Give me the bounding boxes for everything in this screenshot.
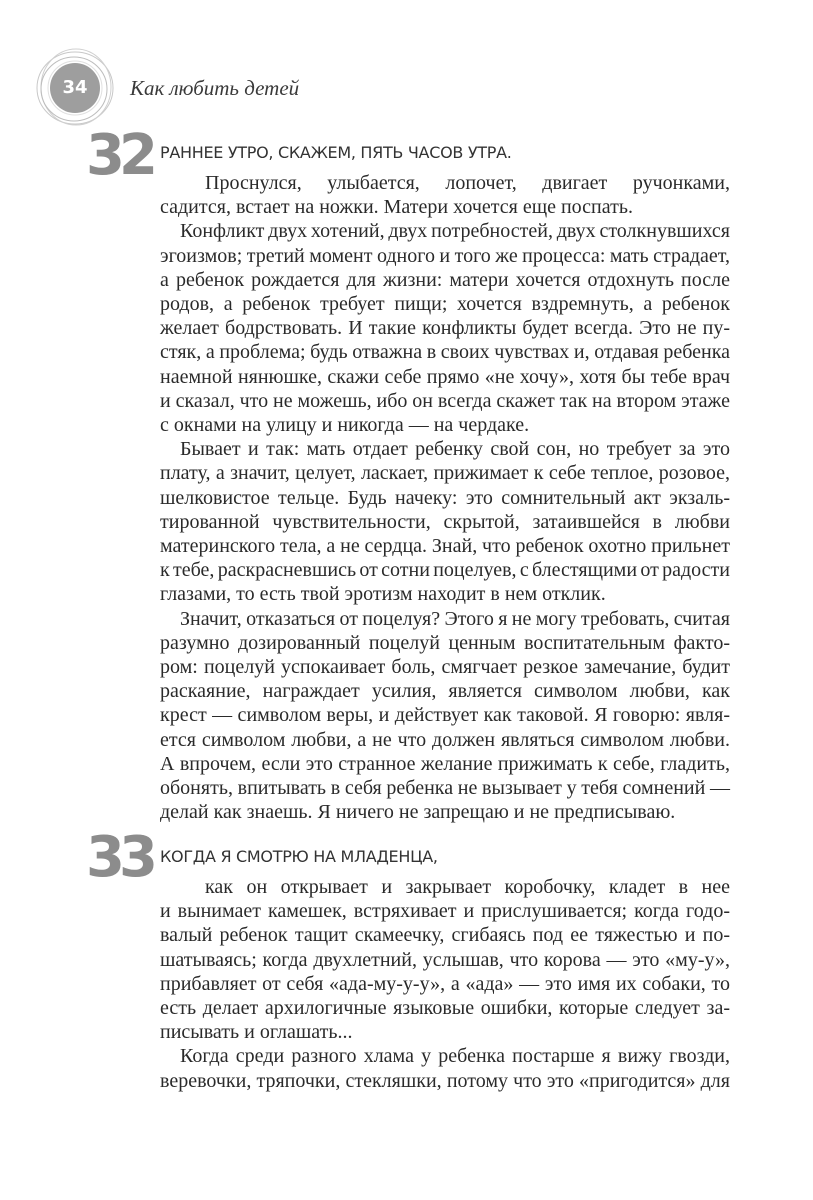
- text-line-content: к тебе, раскрасневшись от сотни поцелуев, с блестящими от радости: [160, 559, 730, 581]
- text-line-content: крест — символом веры, и действует как таковой. Я говорю: явля-: [160, 704, 730, 726]
- text-line-content: разумно дозированный поцелуй ценным воспитательным факто-: [160, 632, 730, 654]
- text-line: [160, 703, 730, 727]
- text-line: [180, 1044, 730, 1068]
- text-line-content: раскаяние, награждает усилия, является символом любви, как: [160, 680, 730, 702]
- text-line: [160, 800, 730, 824]
- text-line: [180, 607, 730, 631]
- text-line-content: и сказал, что не можешь, ибо он всегда скажет так на втором этаже: [160, 390, 730, 412]
- text-line-content: родов, а ребенок требует пищи; хочется вздремнуть, а ребенок: [160, 293, 730, 315]
- text-line: [160, 728, 730, 752]
- text-line-content: ром: поцелуй успокаивает боль, смягчает резкое замечание, будит: [160, 656, 730, 678]
- section-heading: РАННЕЕ УТРО, СКАЖЕМ, ПЯТЬ ЧАСОВ УТРА.: [160, 143, 512, 162]
- text-line: [160, 972, 730, 996]
- text-line: [160, 776, 730, 800]
- text-line: [180, 437, 730, 461]
- text-line: [160, 340, 730, 364]
- text-line-content: Значит, отказаться от поцелуя? Этого я не могу требовать, считая: [180, 608, 730, 630]
- text-line-content: желает бодрствовать. И такие конфликты будет всегда. Это не пу-: [160, 317, 730, 339]
- text-line: [160, 948, 730, 972]
- text-line-content: тированной чувствительности, скрытой, затаившейся в любви: [160, 511, 730, 533]
- text-line-content: обонять, впитывать в себя ребенка не вызывает у тебя сомнений —: [160, 777, 730, 799]
- text-line-content: Когда среди разного хлама у ребенка постарше я вижу гвозди,: [180, 1045, 730, 1067]
- text-line: [160, 1020, 730, 1044]
- text-line: [160, 534, 730, 558]
- text-line: [160, 389, 730, 413]
- text-line-content: Проснулся, улыбается, лопочет, двигает ручонками,: [205, 172, 730, 194]
- text-line-content: Конфликт двух хотений, двух потребностей, двух столкнувшихся: [180, 220, 730, 242]
- text-line: [160, 365, 730, 389]
- text-line-content: материнского тела, а не сердца. Знай, что ребенок охотно прильнет: [160, 535, 730, 557]
- text-line-content: прибавляет от себя «ада-му-у-у», а «ада» — это имя их собаки, то: [160, 973, 730, 995]
- running-header-title: Как любить детей: [130, 76, 300, 100]
- text-line: [160, 582, 730, 606]
- text-line-content: с окнами на улицу и никогда — на чердаке.: [160, 414, 530, 436]
- text-line-content: стяк, а проблема; будь отважна в своих чувствах и, отдавая ребенка: [160, 341, 730, 363]
- text-line: [160, 899, 730, 923]
- text-line: [160, 996, 730, 1020]
- page-number-badge: [35, 48, 115, 128]
- text-line: [160, 655, 730, 679]
- text-line-content: эгоизмов; третий момент одного и того же процесса: мать страдает,: [160, 245, 730, 267]
- text-line-content: есть делает архилогичные языковые ошибки, которые следует за-: [160, 997, 730, 1019]
- text-line: [180, 219, 730, 243]
- text-line-content: глазами, то есть твой эротизм находит в нем отклик.: [160, 583, 606, 605]
- text-line-content: как он открывает и закрывает коробочку, кладет в нее: [205, 876, 730, 898]
- section-number: 32: [86, 123, 152, 188]
- text-line: [160, 316, 730, 340]
- text-line: [160, 1069, 730, 1093]
- page-number: 34: [62, 77, 88, 98]
- text-line-content: плату, а значит, целует, ласкает, прижимает к себе теплое, розовое,: [160, 462, 730, 484]
- text-line-content: шелковистое тельце. Будь начеку: это сомнительный акт экзаль-: [160, 487, 730, 509]
- text-line-content: веревочки, тряпочки, стекляшки, потому что это «пригодится» для: [160, 1070, 730, 1092]
- text-line: [160, 244, 730, 268]
- text-line-content: писывать и оглашать...: [160, 1021, 353, 1043]
- text-line: [160, 752, 730, 776]
- text-line-content: А впрочем, если это странное желание прижимать к себе, гладить,: [160, 753, 730, 775]
- text-line-content: садится, встает на ножки. Матери хочется еще поспать.: [160, 196, 633, 218]
- text-line-content: Бывает и так: мать отдает ребенку свой сон, но требует за это: [180, 438, 730, 460]
- text-line: [205, 171, 730, 195]
- text-line: [160, 268, 730, 292]
- text-line-content: шатываясь; когда двухлетний, услышав, что корова — это «му-у»,: [160, 949, 730, 971]
- text-line: [160, 679, 730, 703]
- text-line: [160, 923, 730, 947]
- text-line: [160, 292, 730, 316]
- text-line-content: ется символом любви, а не что должен являться символом любви.: [160, 729, 730, 751]
- text-line: [205, 875, 730, 899]
- text-line-content: наемной нянюшке, скажи себе прямо «не хочу», хотя бы тебе врач: [160, 366, 730, 388]
- text-line-content: валый ребенок тащит скамеечку, сгибаясь под ее тяжестью и по-: [160, 924, 730, 946]
- text-line: [160, 461, 730, 485]
- text-line: [160, 486, 730, 510]
- text-line-content: и вынимает камешек, встряхивает и прислушивается; когда годо-: [160, 900, 730, 922]
- text-line-content: а ребенок рождается для жизни: матери хочется отдохнуть после: [160, 269, 730, 291]
- section-heading: КОГДА Я СМОТРЮ НА МЛАДЕНЦА,: [160, 847, 438, 866]
- text-line: [160, 558, 730, 582]
- text-line: [160, 631, 730, 655]
- text-line-content: делай как знаешь. Я ничего не запрещаю и не предписываю.: [160, 801, 676, 823]
- text-line: [160, 413, 730, 437]
- text-line: [160, 195, 730, 219]
- text-line: [160, 510, 730, 534]
- section-number: 33: [86, 825, 152, 890]
